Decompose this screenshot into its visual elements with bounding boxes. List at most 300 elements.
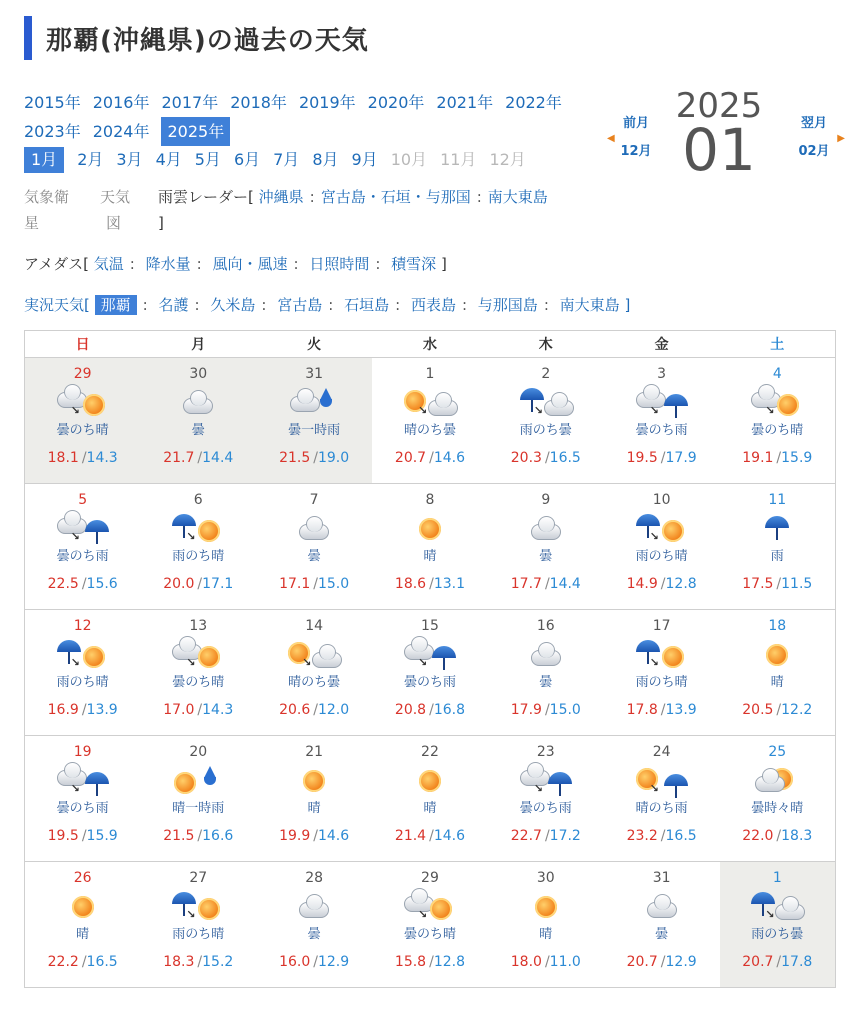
- cloud-icon: [516, 512, 576, 546]
- calendar-day-cell[interactable]: [256, 484, 372, 610]
- temperature-range: [256, 450, 372, 466]
- max-temperature: 17.8: [626, 702, 658, 718]
- calendar-day-cell[interactable]: [256, 736, 372, 862]
- month-link-2[interactable]: 2月: [77, 150, 104, 169]
- weather-map-link[interactable]: [100, 184, 158, 236]
- sun-icon: [662, 520, 684, 542]
- weather-description: 雨のち晴: [172, 927, 225, 942]
- min-temperature: 12.9: [665, 954, 697, 970]
- weekday-sat: 土: [720, 331, 836, 358]
- temperature-separator: /: [429, 450, 434, 466]
- sun-icon: [400, 764, 460, 798]
- max-temperature: 22.5: [47, 576, 79, 592]
- calendar-day-cell[interactable]: [140, 610, 256, 736]
- then-arrow-icon: ↘: [302, 656, 312, 669]
- weather-description: 晴: [770, 675, 784, 690]
- umbrella-icon: [85, 520, 109, 532]
- temperature-range: [25, 954, 140, 970]
- next-month-label: 翌月: [800, 116, 827, 131]
- max-temperature: 20.5: [742, 702, 774, 718]
- sun-icon: [747, 638, 807, 672]
- weather-description: 雨のち晴: [56, 675, 109, 690]
- then-arrow-icon: ↘: [649, 782, 659, 795]
- calendar-day-cell[interactable]: [25, 736, 141, 862]
- weather-description: 曇: [539, 675, 553, 690]
- cloud-then-sun-icon: [747, 386, 807, 420]
- weekday-thu: 木: [488, 331, 604, 358]
- sun-icon: [174, 772, 196, 794]
- min-temperature: 12.8: [433, 954, 465, 970]
- day-number: 14: [305, 618, 324, 634]
- max-temperature: 21.4: [394, 828, 427, 844]
- then-arrow-icon: ↘: [765, 404, 775, 417]
- calendar-day-cell[interactable]: [720, 736, 836, 862]
- min-temperature: 14.3: [86, 450, 118, 466]
- min-temperature: 17.8: [781, 954, 813, 970]
- weather-description: 曇のち雨: [635, 423, 688, 438]
- sun-icon: [83, 394, 105, 416]
- max-temperature: 23.2: [626, 828, 658, 844]
- calendar-week-row: [25, 358, 836, 484]
- cloud-then-sun-icon: [53, 386, 113, 420]
- next-month-link[interactable]: [787, 110, 841, 166]
- station-link-iriomotejima[interactable]: 西表島: [410, 296, 456, 314]
- temperature-separator: /: [776, 828, 782, 844]
- year-link-2020[interactable]: 2020年: [367, 93, 425, 112]
- current-year: 2025: [675, 86, 763, 126]
- sun-icon: [430, 898, 452, 920]
- raindrop-icon: [320, 388, 332, 400]
- temperature-separator: /: [660, 450, 666, 466]
- temperature-range: [488, 450, 604, 466]
- temperature-separator: /: [313, 828, 318, 844]
- max-temperature: 22.7: [510, 828, 542, 844]
- observed-weather-label[interactable]: 実況天気[: [24, 296, 90, 314]
- umbrella-icon: [636, 514, 660, 526]
- station-link-nago[interactable]: 名護: [158, 296, 189, 314]
- day-number: 2: [541, 366, 551, 382]
- calendar-day-cell[interactable]: [604, 862, 720, 988]
- max-temperature: 20.7: [742, 954, 774, 970]
- amedas-link-precipitation[interactable]: 降水量: [145, 255, 191, 273]
- then-arrow-icon: ↘: [70, 530, 80, 543]
- month-link-12: 12月: [489, 150, 526, 169]
- month-link-1[interactable]: 1月: [24, 147, 64, 173]
- calendar-day-cell[interactable]: [372, 736, 488, 862]
- temperature-separator: /: [776, 702, 782, 718]
- umbrella-icon: [520, 388, 544, 400]
- min-temperature: 14.6: [433, 450, 465, 466]
- max-temperature: 20.3: [510, 450, 542, 466]
- day-number: 20: [189, 744, 208, 760]
- weekday-header-row: [25, 331, 836, 358]
- cloud-icon: [755, 776, 785, 792]
- year-link-2024[interactable]: 2024年: [92, 122, 150, 141]
- weather-calendar: [24, 330, 836, 988]
- cloud-then-sun-icon: [168, 638, 228, 672]
- temperature-range: [488, 954, 604, 970]
- day-number: 10: [652, 492, 671, 508]
- min-temperature: 14.6: [433, 828, 465, 844]
- min-temperature: 16.6: [202, 828, 234, 844]
- day-number: 7: [309, 492, 319, 508]
- amedas-link-temperature[interactable]: 気温: [93, 255, 124, 273]
- calendar-day-cell[interactable]: [604, 484, 720, 610]
- min-temperature: 13.9: [86, 702, 118, 718]
- then-arrow-icon: ↘: [417, 656, 428, 669]
- day-number: 22: [421, 744, 439, 760]
- sun-then-cloud-icon: [400, 386, 460, 420]
- sun-icon: [284, 764, 344, 798]
- day-number: 27: [189, 870, 208, 886]
- temperature-range: [604, 702, 720, 718]
- amedas-link-wind[interactable]: 風向・風速: [212, 255, 288, 273]
- weather-description: 雨: [770, 549, 784, 564]
- year-link-2016[interactable]: 2016年: [92, 93, 150, 112]
- calendar-day-cell[interactable]: [604, 358, 720, 484]
- year-link-2022[interactable]: 2022年: [505, 93, 562, 112]
- sun-icon: [419, 518, 441, 540]
- min-temperature: 16.5: [549, 450, 581, 466]
- year-selector: [24, 88, 624, 146]
- radar-close-bracket: ]: [158, 214, 164, 232]
- then-arrow-icon: ↘: [417, 404, 428, 417]
- sun-icon: [400, 512, 460, 546]
- calendar-day-cell[interactable]: [256, 862, 372, 988]
- sun-icon: [516, 890, 576, 924]
- min-temperature: 14.4: [202, 450, 234, 466]
- calendar-day-cell[interactable]: [720, 610, 836, 736]
- satellite-link[interactable]: [24, 184, 82, 236]
- min-temperature: 13.1: [433, 576, 465, 592]
- weather-description: 曇のち雨: [519, 801, 572, 816]
- page-header: [24, 16, 369, 60]
- min-temperature: 17.2: [549, 828, 581, 844]
- cloud-sometimes-sun-icon: [747, 764, 807, 798]
- temperature-separator: /: [544, 576, 550, 592]
- calendar-day-cell[interactable]: [604, 736, 720, 862]
- calendar-day-cell[interactable]: [720, 484, 836, 610]
- calendar-day-cell[interactable]: [140, 736, 256, 862]
- max-temperature: 21.5: [163, 828, 195, 844]
- weather-description: 曇のち晴: [56, 423, 109, 438]
- weather-description: 曇時々晴: [751, 801, 804, 816]
- calendar-day-cell[interactable]: [372, 358, 488, 484]
- calendar-day-cell[interactable]: [720, 862, 836, 988]
- sun-then-rain-icon: [632, 764, 692, 798]
- cloud-then-rain-icon: [400, 638, 460, 672]
- temperature-separator: /: [544, 702, 550, 718]
- amedas-link-snow[interactable]: 積雪深: [391, 255, 437, 273]
- weekday-wed: 水: [372, 331, 488, 358]
- cloud-then-rain-icon: [516, 764, 576, 798]
- day-number: 30: [189, 366, 208, 382]
- day-number: 24: [652, 744, 671, 760]
- min-temperature: 15.0: [549, 702, 581, 718]
- cloud-icon: [647, 902, 677, 918]
- month-link-7[interactable]: 7月: [273, 150, 300, 169]
- temperature-range: [140, 828, 256, 844]
- station-link-yonagunijima[interactable]: 与那国島: [477, 296, 538, 314]
- temperature-range: [256, 576, 372, 592]
- day-number: 17: [652, 618, 671, 634]
- then-arrow-icon: ↘: [70, 404, 80, 417]
- umbrella-icon: [636, 640, 660, 652]
- calendar-day-cell[interactable]: [488, 610, 604, 736]
- calendar-day-cell[interactable]: [488, 862, 604, 988]
- year-link-2017[interactable]: 2017年: [161, 93, 219, 112]
- calendar-day-cell[interactable]: [140, 862, 256, 988]
- day-number: 25: [768, 744, 787, 760]
- max-temperature: 20.7: [626, 954, 658, 970]
- temperature-separator: /: [313, 954, 318, 970]
- month-link-3[interactable]: 3月: [116, 150, 143, 169]
- temperature-range: [720, 576, 835, 592]
- max-temperature: 18.0: [510, 954, 542, 970]
- sun-icon: [72, 896, 94, 918]
- radar-link-miyako-ishigaki-yonaguni[interactable]: 宮古島・石垣・与那国: [320, 188, 471, 206]
- calendar-day-cell[interactable]: [25, 862, 141, 988]
- temperature-separator: /: [81, 954, 87, 970]
- cloud-icon: [531, 650, 561, 666]
- observed-weather-row: 実況天気[ 那覇 : 名護 : 久米島 : 宮古島 : 石垣島 : 西表島 : 与那国島 : 南大東島 ]: [24, 296, 631, 314]
- then-arrow-icon: ↘: [533, 782, 544, 795]
- day-number: 29: [421, 870, 439, 886]
- cloud-icon: [531, 524, 561, 540]
- calendar-day-cell[interactable]: [604, 610, 720, 736]
- calendar-day-cell[interactable]: [372, 484, 488, 610]
- weather-description: 曇のち晴: [403, 927, 456, 942]
- weather-description: 曇のち雨: [56, 801, 109, 816]
- month-link-5[interactable]: 5月: [194, 150, 221, 169]
- amedas-link-sunshine[interactable]: 日照時間: [309, 255, 370, 273]
- temperature-separator: /: [313, 576, 318, 592]
- max-temperature: 17.7: [510, 576, 542, 592]
- rain-then-sun-icon: [53, 638, 113, 672]
- calendar-day-cell[interactable]: [25, 484, 141, 610]
- min-temperature: 14.3: [202, 702, 234, 718]
- calendar-week-row: [25, 736, 836, 862]
- sun-sometimes-rain-icon: [168, 764, 228, 798]
- calendar-day-cell[interactable]: [488, 736, 604, 862]
- calendar-day-cell[interactable]: [488, 358, 604, 484]
- weekday-fri: 金: [604, 331, 720, 358]
- umbrella-icon: [765, 516, 789, 528]
- day-number: 31: [652, 870, 671, 886]
- month-link-4[interactable]: 4月: [155, 150, 182, 169]
- day-number: 13: [189, 618, 208, 634]
- month-link-9[interactable]: 9月: [351, 150, 378, 169]
- station-link-kumejima[interactable]: 久米島: [210, 296, 256, 314]
- temperature-range: [372, 576, 488, 592]
- calendar-day-cell[interactable]: [140, 484, 256, 610]
- day-number: 8: [425, 492, 435, 508]
- min-temperature: 12.0: [317, 702, 350, 718]
- temperature-range: [372, 450, 488, 466]
- cloud-icon: [544, 400, 574, 416]
- temperature-separator: /: [197, 576, 203, 592]
- year-link-2021[interactable]: 2021年: [436, 93, 494, 112]
- day-number: 6: [193, 492, 203, 508]
- weather-description: 曇一時雨: [288, 423, 341, 438]
- max-temperature: 20.8: [394, 702, 427, 718]
- temperature-separator: /: [660, 954, 666, 970]
- year-link-2023[interactable]: 2023年: [24, 122, 81, 141]
- then-arrow-icon: ↘: [70, 656, 80, 669]
- calendar-week-row: [25, 610, 836, 736]
- cloud-then-sun-icon: [400, 890, 460, 924]
- max-temperature: 18.3: [163, 954, 195, 970]
- max-temperature: 22.0: [742, 828, 774, 844]
- station-naha-selected[interactable]: 那覇: [95, 295, 137, 315]
- then-arrow-icon: ↘: [417, 908, 428, 921]
- temperature-separator: /: [81, 702, 87, 718]
- weather-description: 晴のち曇: [288, 675, 341, 690]
- temperature-separator: /: [81, 576, 87, 592]
- weather-description: 晴: [423, 801, 437, 816]
- weather-description: 雨のち晴: [172, 549, 225, 564]
- cloud-then-rain-icon: [632, 386, 692, 420]
- radar-label: 雨雲レーダー[: [158, 188, 254, 206]
- year-link-2025[interactable]: 2025年: [161, 117, 230, 146]
- temperature-range: [25, 702, 140, 718]
- calendar-day-cell[interactable]: [256, 358, 372, 484]
- year-link-2015[interactable]: 2015年: [24, 93, 81, 112]
- temperature-separator: /: [429, 576, 434, 592]
- min-temperature: 12.2: [781, 702, 813, 718]
- calendar-day-cell[interactable]: [488, 484, 604, 610]
- umbrella-icon: [432, 646, 456, 658]
- max-temperature: 19.5: [47, 828, 79, 844]
- day-number: 23: [536, 744, 555, 760]
- umbrella-icon: [548, 772, 572, 784]
- umbrella-icon: [172, 892, 196, 904]
- weather-description: 曇のち雨: [56, 549, 109, 564]
- temperature-separator: /: [429, 954, 434, 970]
- max-temperature: 17.9: [510, 702, 542, 718]
- sun-icon: [198, 520, 220, 542]
- sun-icon: [83, 646, 105, 668]
- calendar-day-cell[interactable]: [372, 610, 488, 736]
- weather-description: 晴のち雨: [635, 801, 688, 816]
- weather-description: 晴一時雨: [172, 801, 225, 816]
- max-temperature: 20.6: [279, 702, 311, 718]
- calendar-day-cell[interactable]: [140, 358, 256, 484]
- weather-description: 曇のち晴: [172, 675, 225, 690]
- then-arrow-icon: ↘: [649, 530, 659, 543]
- cloud-icon: [428, 400, 458, 416]
- day-number: 19: [73, 744, 92, 760]
- year-link-2019[interactable]: 2019年: [298, 93, 356, 112]
- sun-icon: [419, 770, 441, 792]
- min-temperature: 14.4: [549, 576, 581, 592]
- temperature-range: [720, 702, 835, 718]
- temperature-separator: /: [81, 828, 87, 844]
- temperature-range: [604, 576, 720, 592]
- month-link-8[interactable]: 8月: [312, 150, 339, 169]
- station-link-ishigakijima[interactable]: 石垣島: [344, 296, 390, 314]
- max-temperature: 18.6: [394, 576, 427, 592]
- min-temperature: 16.5: [86, 954, 118, 970]
- year-link-2018[interactable]: 2018年: [230, 93, 287, 112]
- sun-icon: [662, 646, 684, 668]
- prev-month-value: 12月: [620, 144, 652, 159]
- max-temperature: 20.7: [394, 450, 427, 466]
- station-link-miyakojima[interactable]: 宮古島: [277, 296, 323, 314]
- calendar-day-cell[interactable]: [372, 862, 488, 988]
- month-link-11: 11月: [440, 150, 477, 169]
- sun-icon: [198, 646, 220, 668]
- min-temperature: 16.8: [433, 702, 465, 718]
- amedas-close-bracket: ]: [440, 255, 447, 273]
- observed-close-bracket[interactable]: ]: [624, 296, 631, 314]
- max-temperature: 19.9: [279, 828, 311, 844]
- day-number: 16: [536, 618, 555, 634]
- temperature-separator: /: [313, 450, 318, 466]
- weather-description: 晴: [307, 801, 321, 816]
- weather-description: 曇のち雨: [403, 675, 456, 690]
- rain-then-cloud-icon: [516, 386, 576, 420]
- sun-then-cloud-icon: [284, 638, 344, 672]
- umbrella-icon: [664, 394, 688, 406]
- weather-description: 曇: [307, 927, 321, 942]
- cloud-icon: [168, 386, 228, 420]
- umbrella-icon: [57, 640, 81, 652]
- day-number: 5: [78, 492, 88, 508]
- min-temperature: 15.6: [86, 576, 118, 592]
- temperature-separator: /: [313, 702, 318, 718]
- cloud-icon: [183, 398, 213, 414]
- temperature-separator: /: [776, 450, 782, 466]
- temperature-range: [140, 954, 256, 970]
- cloud-icon: [299, 902, 329, 918]
- min-temperature: 11.5: [781, 576, 813, 592]
- weather-description: 曇: [655, 927, 669, 942]
- temperature-range: [256, 702, 372, 718]
- radar-link-okinawa[interactable]: 沖縄県: [258, 188, 304, 206]
- radar-link-minamidaito[interactable]: 南大東島: [487, 188, 548, 206]
- calendar-day-cell[interactable]: [256, 610, 372, 736]
- cloud-icon: [284, 512, 344, 546]
- temperature-range: [604, 450, 720, 466]
- temperature-range: [256, 954, 372, 970]
- day-number: 9: [541, 492, 551, 508]
- max-temperature: 14.9: [626, 576, 658, 592]
- weather-description: 曇: [191, 423, 205, 438]
- min-temperature: 12.8: [665, 576, 697, 592]
- weather-map-label-2: 図: [106, 214, 122, 232]
- max-temperature: 16.0: [279, 954, 311, 970]
- day-number: 3: [657, 366, 667, 382]
- temperature-separator: /: [197, 828, 203, 844]
- min-temperature: 15.9: [86, 828, 118, 844]
- temperature-separator: /: [660, 576, 666, 592]
- day-number: 28: [305, 870, 324, 886]
- month-link-6[interactable]: 6月: [233, 150, 261, 169]
- sun-icon: [766, 644, 788, 666]
- satellite-label-2: 星: [24, 214, 40, 232]
- amedas-row: アメダス[ 気温 : 降水量 : 風向・風速 : 日照時間 : 積雪深 ]: [24, 255, 447, 273]
- calendar-day-cell[interactable]: [25, 610, 141, 736]
- calendar-day-cell[interactable]: [720, 358, 836, 484]
- prev-month-link[interactable]: [611, 110, 661, 166]
- station-link-minamidaitojima[interactable]: 南大東島: [559, 296, 620, 314]
- temperature-separator: /: [776, 576, 782, 592]
- calendar-day-cell[interactable]: [25, 358, 141, 484]
- weather-description: 雨のち曇: [519, 423, 572, 438]
- rain-then-sun-icon: [632, 512, 692, 546]
- cloud-icon: [632, 890, 692, 924]
